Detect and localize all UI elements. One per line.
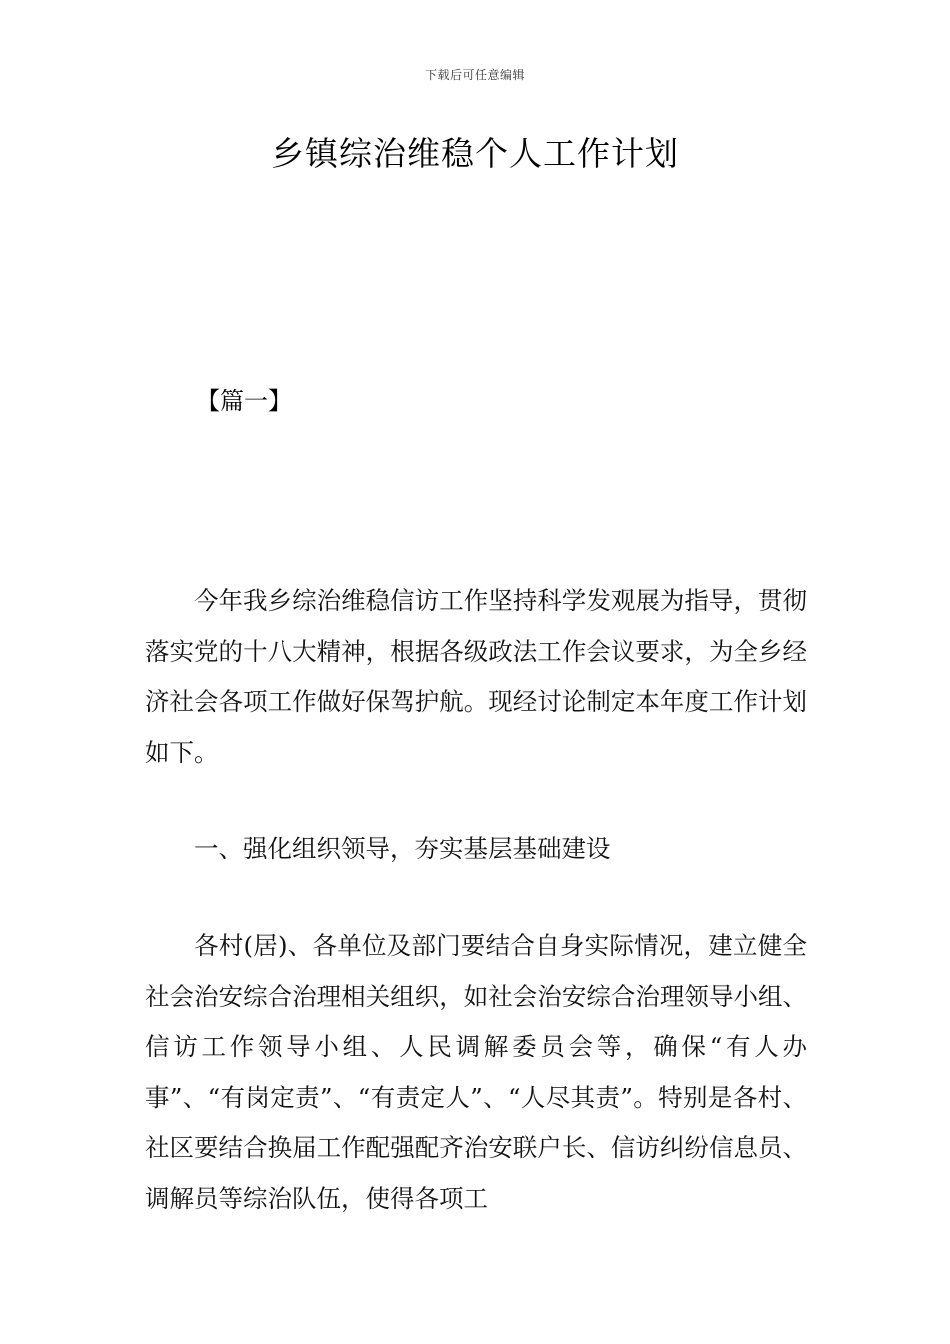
section-label: 【篇一】: [196, 387, 292, 415]
header-note: 下载后可任意编辑: [424, 68, 525, 82]
document-title: 乡镇综治维稳个人工作计划: [271, 134, 679, 173]
intro-paragraph: 今年我乡综治维稳信访工作坚持科学发观展为指导，贯彻落实党的十八大精神，根据各级政法工作会议要求，为全乡经济社会各项工作做好保驾护航。现经讨论制定本年度工作计划如下。: [145, 586, 807, 767]
section-heading-1: 一、强化组织领导，夯实基层基础建设: [194, 834, 611, 863]
body-paragraph-2: 各村(居)、各单位及部门要结合自身实际情况，建立健全社会治安综合治理相关组织，如社会治安综合治理领导小组、信访工作领导小组、人民调解委员会等，确保“有人办事”、“有岗定责”、“有责定人”、“人尽其责”。特别是各村、社区要结合换届工作配强配齐治安联户长、信访纠纷信息员、调解员等综治队伍，使得各项工: [145, 931, 807, 1213]
